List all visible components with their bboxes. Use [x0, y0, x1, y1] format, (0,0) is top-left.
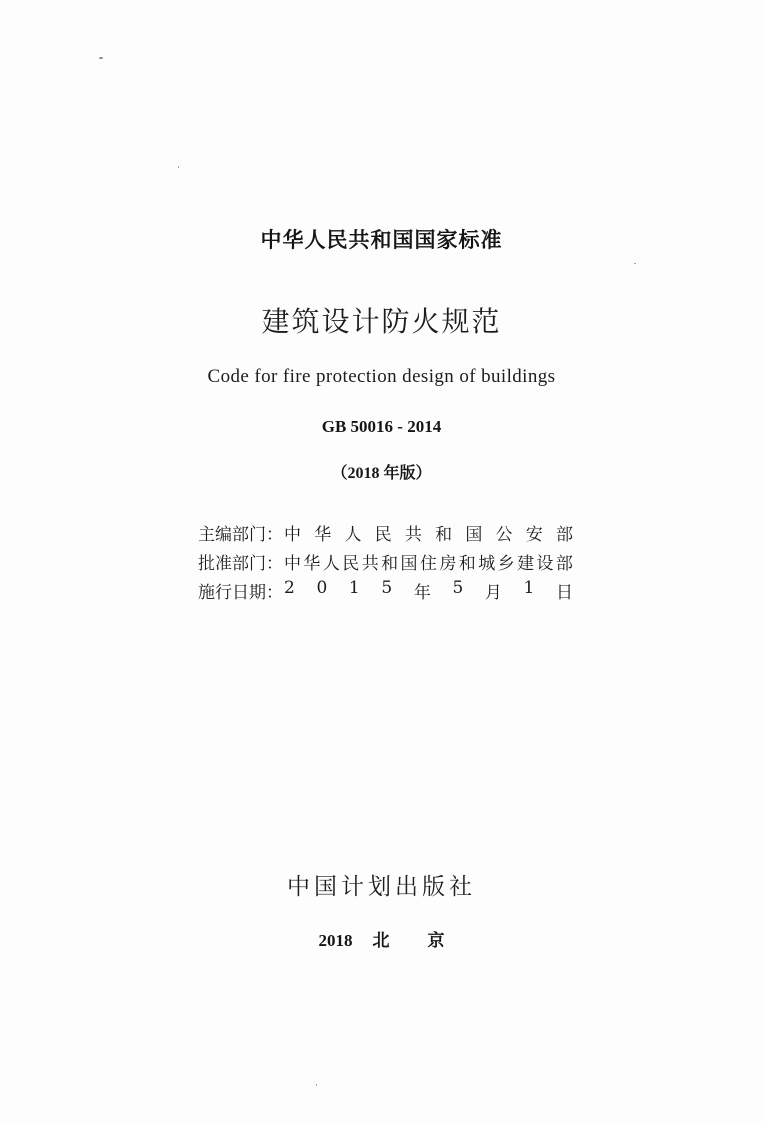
info-value-char: 日 [555, 583, 573, 603]
info-label: 主编部门： [198, 525, 283, 545]
info-value [284, 578, 573, 603]
info-value-char: 月 [484, 583, 502, 603]
edition-label: （2018 年版） [331, 465, 432, 482]
publish-year: 2018 [318, 931, 353, 950]
info-value-char: 和 [435, 525, 453, 545]
info-value-char: 公 [495, 525, 513, 545]
info-block [198, 518, 573, 605]
info-label: 施行日期： [198, 583, 283, 603]
info-value-char: 民 [342, 554, 360, 574]
info-value-char: 5 [381, 578, 393, 598]
info-value-char: 和 [458, 554, 476, 574]
title-english: Code for fire protection design of buildings [207, 366, 556, 387]
info-value [284, 520, 573, 545]
info-row-effective-date [198, 576, 573, 605]
standard-category: 中华人民共和国国家标准 [260, 228, 503, 252]
scan-speck [634, 263, 636, 264]
standard-code: GB 50016 - 2014 [321, 417, 442, 436]
publisher-name: 中国计划出版社 [287, 874, 476, 900]
info-value-char: 国 [400, 554, 418, 574]
info-value-char: 住 [419, 554, 437, 574]
info-value-char: 华 [303, 554, 321, 574]
info-value-char: 0 [316, 578, 328, 598]
scan-speck [99, 57, 103, 59]
title-chinese: 建筑设计防火规范 [261, 305, 502, 338]
info-value-char: 部 [555, 554, 573, 574]
publish-place [0, 926, 763, 951]
info-value [284, 549, 573, 574]
info-value-char: 安 [525, 525, 543, 545]
info-value-char: 城 [478, 554, 496, 574]
info-value-char: 1 [348, 578, 360, 598]
info-value-char: 华 [314, 525, 332, 545]
info-value-char: 房 [439, 554, 457, 574]
info-value-char: 2 [284, 578, 295, 598]
info-value-char: 共 [361, 554, 379, 574]
info-value-char: 建 [517, 554, 535, 574]
scan-speck [316, 1084, 317, 1086]
info-value-char: 人 [344, 525, 362, 545]
info-value-char: 年 [413, 583, 431, 603]
publish-city-char: 京 [427, 931, 445, 950]
info-value-char: 国 [465, 525, 483, 545]
info-label: 批准部门： [198, 554, 283, 574]
scan-speck [178, 166, 179, 168]
info-value-char: 5 [452, 578, 464, 598]
info-value-char: 人 [322, 554, 340, 574]
info-value-char: 部 [555, 525, 573, 545]
info-value-char: 乡 [497, 554, 515, 574]
info-row-approver [198, 547, 573, 576]
info-value-char: 设 [536, 554, 554, 574]
info-value-char: 共 [404, 525, 422, 545]
info-row-editor [198, 518, 573, 547]
info-value-char: 民 [374, 525, 392, 545]
info-value-char: 中 [284, 525, 301, 545]
info-value-char: 和 [381, 554, 399, 574]
publish-city-char: 北 [372, 931, 390, 950]
info-value-char: 中 [284, 554, 301, 574]
info-value-char: 1 [523, 578, 535, 598]
